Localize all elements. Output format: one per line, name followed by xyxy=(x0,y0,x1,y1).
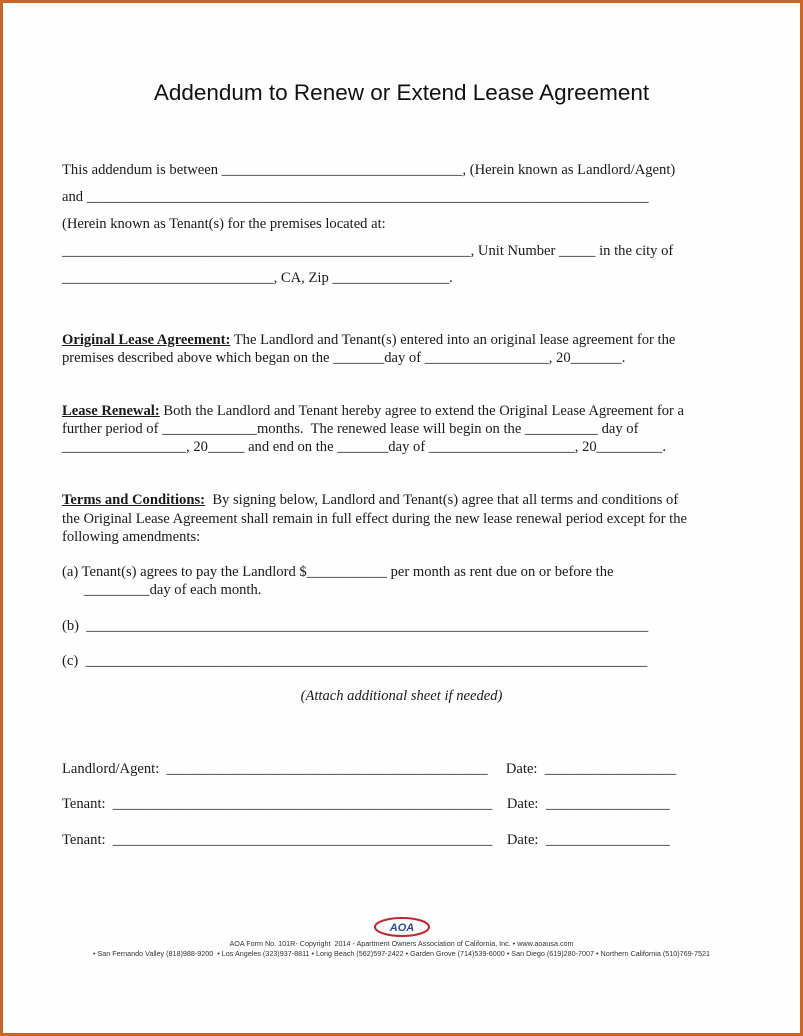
intro-line-3: (Herein known as Tenant(s) for the premises located at: xyxy=(62,216,386,232)
intro-line-2: and _____________________________________________________________________________ xyxy=(62,189,649,205)
renewal-line-3: _________________, 20_____ and end on the _______day of ____________________, 20_________. xyxy=(62,439,666,455)
original-lease-line-2: premises described above which began on the _______day of _________________, 20_______. xyxy=(62,350,626,366)
intro-line-1: This addendum is between _________________________________, (Herein known as Landlord/Agent) xyxy=(62,162,676,178)
attach-sheet-note: (Attach additional sheet if needed) xyxy=(300,688,503,704)
amendment-b: (b) _____________________________________________________________________________ xyxy=(62,618,649,634)
terms-text-1: By signing below, Landlord and Tenant(s) agree that all terms and conditions of xyxy=(205,492,679,508)
original-lease-line-1 xyxy=(62,331,675,349)
amendment-a-line-2: _________day of each month. xyxy=(62,582,262,598)
amendment-a-line-1: (a) Tenant(s) agrees to pay the Landlord $___________ per month as rent due on or before the xyxy=(62,564,614,580)
footer-copyright: AOA Form No. 101R- Copyright 2014 - Apartment Owners Association of California, Inc. • www.aoausa.com xyxy=(229,939,574,948)
renewal-heading: Lease Renewal: xyxy=(62,403,160,419)
terms-line-3: following amendments: xyxy=(62,529,201,545)
signature-tenant-2: Tenant: ____________________________________________________ Date: _________________ xyxy=(62,832,670,848)
footer-offices: • San Fernando Valley (818)988-9200 • Los Angeles (323)937-8811 • Long Beach (562)597-2422 • Garden Grove (714)539-6000 • San Diego (619)280-7007 • Northern California (510)769-7521 xyxy=(93,949,710,958)
renewal-text-1: Both the Landlord and Tenant hereby agree to extend the Original Lease Agreement for a xyxy=(159,403,684,419)
aoa-logo-text: AOA xyxy=(389,922,415,934)
terms-heading: Terms and Conditions: xyxy=(62,492,206,508)
document-title: Addendum to Renew or Extend Lease Agreement xyxy=(153,80,650,105)
intro-line-5: _____________________________, CA, Zip ________________. xyxy=(62,270,453,286)
renewal-line-2: further period of _____________months. The renewed lease will begin on the __________ day of xyxy=(62,421,639,437)
aoa-logo xyxy=(372,916,432,938)
intro-line-4: ________________________________________________________, Unit Number _____ in the city of xyxy=(62,243,674,259)
original-lease-text-1: The Landlord and Tenant(s) entered into an original lease agreement for the xyxy=(230,332,676,348)
original-lease-heading: Original Lease Agreement: xyxy=(62,332,231,348)
signature-landlord: Landlord/Agent: ____________________________________________ Date: __________________ xyxy=(62,761,677,777)
amendment-c: (c) _____________________________________________________________________________ xyxy=(62,653,648,669)
terms-line-1 xyxy=(62,491,678,509)
renewal-line-1 xyxy=(62,402,684,420)
terms-line-2: the Original Lease Agreement shall remain in full effect during the new lease renewal period except for the xyxy=(62,511,687,527)
signature-tenant-1: Tenant: ____________________________________________________ Date: _________________ xyxy=(62,796,670,812)
